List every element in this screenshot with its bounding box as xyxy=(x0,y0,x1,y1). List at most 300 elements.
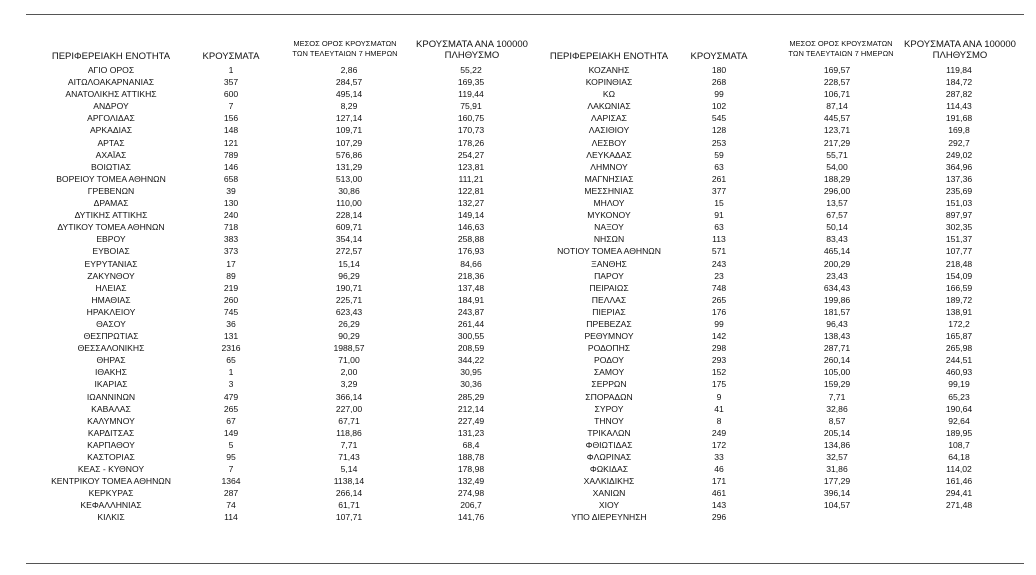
region-cell: ΚΑΛΥΜΝΟΥ xyxy=(87,415,135,426)
avg-cell: 177,29 xyxy=(823,476,851,487)
table-row xyxy=(0,366,1036,378)
cases-cell: 1 xyxy=(228,65,234,75)
per100k-cell: 151,37 xyxy=(945,234,973,245)
avg-cell: 54,00 xyxy=(826,161,848,172)
per100k-cell: 178,26 xyxy=(457,137,485,148)
table-row xyxy=(0,463,1036,475)
cases-cell: 718 xyxy=(223,222,239,233)
cases-cell: 156 xyxy=(223,113,239,124)
table-row xyxy=(0,330,1036,342)
cases-cell: 265 xyxy=(223,403,239,414)
table-row xyxy=(0,499,1036,511)
table-row xyxy=(0,221,1036,233)
region-cell: ΣΠΟΡΑΔΩΝ xyxy=(585,391,633,402)
per100k-cell: 218,36 xyxy=(457,270,485,281)
cases-cell: 17 xyxy=(226,258,236,269)
cases-cell: 373 xyxy=(223,246,239,257)
region-cell: ΥΠΟ ΔΙΕΡΕΥΝΗΣΗ xyxy=(571,512,647,523)
per100k-cell: 460,93 xyxy=(945,367,973,378)
avg-cell: 83,43 xyxy=(826,234,848,245)
region-cell: ΑΝΔΡΟΥ xyxy=(93,101,129,112)
cases-cell: 745 xyxy=(223,306,239,317)
table-row xyxy=(0,270,1036,282)
per100k-cell: 119,84 xyxy=(946,65,972,75)
region-cell: ΓΡΕΒΕΝΩΝ xyxy=(87,185,135,196)
table-row xyxy=(0,306,1036,318)
avg-cell: 576,86 xyxy=(335,149,363,160)
header-region-right: ΠΕΡΙΦΕΡΕΙΑΚΗ ΕΝΟΤΗΤΑ xyxy=(549,51,669,62)
per100k-cell: 161,46 xyxy=(945,476,973,487)
region-cell: ΣΑΜΟΥ xyxy=(593,367,625,378)
region-cell: ΚΕΦΑΛΛΗΝΙΑΣ xyxy=(80,500,142,511)
per100k-cell: 123,81 xyxy=(457,161,485,172)
right-table xyxy=(0,64,1036,524)
region-cell: ΚΟΖΑΝΗΣ xyxy=(588,65,630,75)
per100k-cell: 68,4 xyxy=(462,439,480,450)
region-cell: ΚΙΛΚΙΣ xyxy=(97,512,125,523)
cases-cell: 74 xyxy=(226,500,236,511)
region-cell: ΝΗΣΩΝ xyxy=(593,234,625,245)
cases-cell: 128 xyxy=(711,125,727,136)
table-row xyxy=(0,282,1036,294)
region-cell: ΡΟΔΟΠΗΣ xyxy=(587,343,631,354)
per100k-cell: 172,2 xyxy=(948,318,970,329)
region-cell: ΘΑΣΟΥ xyxy=(96,318,126,329)
cases-cell: 261 xyxy=(711,173,727,184)
per100k-cell: 271,48 xyxy=(945,500,973,511)
cases-cell: 91 xyxy=(714,210,724,221)
table-row xyxy=(0,137,1036,149)
per100k-cell: 30,36 xyxy=(460,379,482,390)
region-cell: ΜΗΛΟΥ xyxy=(593,198,625,209)
avg-cell: 465,14 xyxy=(823,246,851,257)
avg-cell: 296,00 xyxy=(823,185,851,196)
region-cell: ΝΑΞΟΥ xyxy=(594,222,624,233)
region-cell: ΑΝΑΤΟΛΙΚΗΣ ΑΤΤΙΚΗΣ xyxy=(65,89,157,100)
region-cell: ΔΡΑΜΑΣ xyxy=(93,198,129,209)
per100k-cell: 122,81 xyxy=(457,185,485,196)
region-cell: ΑΙΤΩΛΟΑΚΑΡΝΑΝΙΑΣ xyxy=(67,77,155,88)
cases-cell: 36 xyxy=(226,318,236,329)
header-cases-right: ΚΡΟΥΣΜΑΤΑ xyxy=(690,51,748,62)
per100k-cell: 165,87 xyxy=(945,331,973,342)
avg-cell: 284,57 xyxy=(335,77,363,88)
avg-cell: 225,71 xyxy=(335,294,363,305)
region-cell: ΚΑΡΔΙΤΣΑΣ xyxy=(87,427,135,438)
avg-cell: 190,71 xyxy=(335,282,363,293)
region-cell: ΦΩΚΙΔΑΣ xyxy=(589,464,629,475)
region-cell: ΛΑΚΩΝΙΑΣ xyxy=(587,101,631,112)
per100k-cell: 65,23 xyxy=(948,391,970,402)
header-avg-right xyxy=(774,39,908,59)
per100k-cell: 189,72 xyxy=(945,294,973,305)
avg-cell: 623,43 xyxy=(335,306,363,317)
per100k-cell: 300,55 xyxy=(457,331,485,342)
per100k-cell: 114,02 xyxy=(946,464,972,475)
avg-cell: 134,86 xyxy=(823,439,851,450)
bottom-rule xyxy=(26,563,1024,564)
cases-cell: 180 xyxy=(711,65,727,75)
cases-cell: 377 xyxy=(711,185,727,196)
avg-cell: 609,71 xyxy=(335,222,363,233)
per100k-cell: 169,8 xyxy=(948,125,970,136)
per100k-cell: 227,49 xyxy=(457,415,485,426)
per100k-cell: 146,63 xyxy=(457,222,485,233)
table-row xyxy=(0,487,1036,499)
avg-cell: 287,71 xyxy=(823,343,851,354)
header-per100k-right xyxy=(896,39,1024,61)
region-cell: ΒΟΡΕΙΟΥ ΤΟΜΕΑ ΑΘΗΝΩΝ xyxy=(56,173,166,184)
region-cell: ΘΗΡΑΣ xyxy=(96,355,126,366)
cases-cell: 99 xyxy=(714,89,724,100)
header-avg-line1: ΜΕΣΟΣ ΟΡΟΣ ΚΡΟΥΣΜΑΤΩΝ xyxy=(293,39,397,48)
avg-cell: 109,71 xyxy=(335,125,363,136)
region-cell: ΠΕΛΛΑΣ xyxy=(591,294,627,305)
region-cell: ΙΩΑΝΝΙΝΩΝ xyxy=(86,391,136,402)
per100k-cell: 137,36 xyxy=(945,173,973,184)
per100k-cell: 188,78 xyxy=(457,452,485,462)
table-row xyxy=(0,149,1036,161)
header-avg-line1: ΜΕΣΟΣ ΟΡΟΣ ΚΡΟΥΣΜΑΤΩΝ xyxy=(789,39,893,48)
cases-cell: 461 xyxy=(711,488,727,499)
cases-cell: 243 xyxy=(711,258,727,269)
cases-cell: 357 xyxy=(223,77,239,88)
cases-cell: 298 xyxy=(711,343,727,354)
region-cell: ΑΓΙΟ ΟΡΟΣ xyxy=(87,65,135,75)
region-cell: ΛΕΣΒΟΥ xyxy=(591,137,627,148)
per100k-cell: 364,96 xyxy=(945,161,973,172)
avg-cell: 1988,57 xyxy=(333,343,365,354)
table-row xyxy=(0,233,1036,245)
avg-cell: 110,00 xyxy=(336,198,362,209)
cases-cell: 102 xyxy=(711,101,727,112)
per100k-cell: 108,7 xyxy=(948,439,970,450)
per100k-cell: 184,91 xyxy=(457,294,485,305)
avg-cell: 2,00 xyxy=(340,367,358,378)
cases-cell: 219 xyxy=(223,282,239,293)
region-cell: ΦΛΩΡΙΝΑΣ xyxy=(586,452,632,462)
per100k-cell: 138,91 xyxy=(945,306,973,317)
table-row xyxy=(0,64,1036,76)
cases-cell: 7 xyxy=(228,101,234,112)
region-cell: ΤΗΝΟΥ xyxy=(594,415,624,426)
region-cell: ΠΙΕΡΙΑΣ xyxy=(592,306,626,317)
avg-cell: 23,43 xyxy=(826,270,848,281)
cases-cell: 65 xyxy=(226,355,236,366)
region-cell: ΠΡΕΒΕΖΑΣ xyxy=(586,318,632,329)
table-row xyxy=(0,124,1036,136)
per100k-cell: 176,93 xyxy=(457,246,485,257)
region-cell: ΧΙΟΥ xyxy=(598,500,620,511)
cases-cell: 296 xyxy=(711,512,727,523)
header-per100k-line1: ΚΡΟΥΣΜΑΤΑ ΑΝΑ 100000 xyxy=(904,39,1016,50)
per100k-cell: 55,22 xyxy=(460,65,482,75)
region-cell: ΚΑΣΤΟΡΙΑΣ xyxy=(87,452,135,462)
region-cell: ΑΡΚΑΔΙΑΣ xyxy=(89,125,133,136)
per100k-cell: 149,14 xyxy=(457,210,485,221)
avg-cell: 200,29 xyxy=(823,258,851,269)
region-cell: ΗΛΕΙΑΣ xyxy=(95,282,127,293)
per100k-cell: 265,98 xyxy=(945,343,973,354)
per100k-cell: 132,49 xyxy=(457,476,485,487)
cases-cell: 5 xyxy=(228,439,234,450)
table-row xyxy=(0,88,1036,100)
avg-cell: 228,57 xyxy=(823,77,851,88)
table-row xyxy=(0,173,1036,185)
cases-cell: 171 xyxy=(711,476,727,487)
cases-cell: 253 xyxy=(711,137,727,148)
header-per100k-line2: ΠΛΗΘΥΣΜΟ xyxy=(444,50,500,61)
per100k-cell: 160,75 xyxy=(457,113,485,124)
avg-cell: 67,71 xyxy=(338,415,360,426)
region-cell: ΕΥΒΟΙΑΣ xyxy=(92,246,130,257)
header-per100k-line1: ΚΡΟΥΣΜΑΤΑ ΑΝΑ 100000 xyxy=(416,39,528,50)
region-cell: ΘΕΣΣΑΛΟΝΙΚΗΣ xyxy=(77,343,145,354)
avg-cell: 495,14 xyxy=(335,89,363,100)
avg-cell: 513,00 xyxy=(335,173,363,184)
avg-cell: 205,14 xyxy=(823,427,851,438)
cases-cell: 142 xyxy=(711,331,727,342)
cases-cell: 287 xyxy=(223,488,239,499)
cases-cell: 240 xyxy=(223,210,239,221)
cases-cell: 63 xyxy=(714,222,724,233)
per100k-cell: 170,73 xyxy=(457,125,485,136)
cases-cell: 89 xyxy=(226,270,236,281)
avg-cell: 8,29 xyxy=(340,101,358,112)
avg-cell: 96,43 xyxy=(826,318,848,329)
table-row xyxy=(0,112,1036,124)
region-cell: ΔΥΤΙΚΗΣ ΑΤΤΙΚΗΣ xyxy=(74,210,148,221)
region-cell: ΑΧΑΪΑΣ xyxy=(95,149,127,160)
header-avg-line2: ΤΩΝ ΤΕΛΕΥΤΑΙΩΝ 7 ΗΜΕΡΩΝ xyxy=(788,49,894,58)
cases-cell: 131 xyxy=(223,331,239,342)
region-cell: ΠΑΡΟΥ xyxy=(594,270,624,281)
cases-cell: 1 xyxy=(228,367,234,378)
avg-cell: 7,71 xyxy=(340,439,358,450)
avg-cell: 105,00 xyxy=(823,367,851,378)
avg-cell: 118,86 xyxy=(336,427,362,438)
avg-cell: 181,57 xyxy=(823,306,851,317)
table-row xyxy=(0,451,1036,463)
avg-cell: 354,14 xyxy=(335,234,363,245)
table-row xyxy=(0,258,1036,270)
per100k-cell: 169,35 xyxy=(457,77,485,88)
per100k-cell: 114,43 xyxy=(946,101,972,112)
header-avg-line2: ΤΩΝ ΤΕΛΕΥΤΑΙΩΝ 7 ΗΜΕΡΩΝ xyxy=(292,49,398,58)
region-cell: ΚΕΑΣ - ΚΥΘΝΟΥ xyxy=(77,464,145,475)
cases-cell: 113 xyxy=(712,234,726,245)
cases-cell: 41 xyxy=(714,403,724,414)
avg-cell: 5,14 xyxy=(340,464,358,475)
per100k-cell: 166,59 xyxy=(945,282,973,293)
cases-cell: 175 xyxy=(711,379,727,390)
cases-cell: 99 xyxy=(714,318,724,329)
region-cell: ΧΑΝΙΩΝ xyxy=(592,488,626,499)
table-row xyxy=(0,354,1036,366)
avg-cell: 366,14 xyxy=(335,391,363,402)
cases-cell: 748 xyxy=(711,282,727,293)
avg-cell: 634,43 xyxy=(823,282,851,293)
region-cell: ΣΕΡΡΩΝ xyxy=(591,379,627,390)
cases-cell: 95 xyxy=(226,452,236,462)
per100k-cell: 132,27 xyxy=(457,198,485,209)
avg-cell: 1138,14 xyxy=(333,476,365,487)
avg-cell: 107,29 xyxy=(335,137,363,148)
region-cell: ΚΩ xyxy=(602,89,616,100)
cases-cell: 658 xyxy=(223,173,239,184)
per100k-cell: 30,95 xyxy=(460,367,482,378)
avg-cell: 169,57 xyxy=(823,65,851,75)
avg-cell: 159,29 xyxy=(823,379,851,390)
region-cell: ΑΡΤΑΣ xyxy=(97,137,125,148)
header-region-left: ΠΕΡΙΦΕΡΕΙΑΚΗ ΕΝΟΤΗΤΑ xyxy=(51,51,171,62)
avg-cell: 26,29 xyxy=(338,318,360,329)
per100k-cell: 92,64 xyxy=(948,415,970,426)
region-cell: ΕΒΡΟΥ xyxy=(96,234,126,245)
avg-cell: 199,86 xyxy=(823,294,851,305)
table-row xyxy=(0,209,1036,221)
avg-cell: 228,14 xyxy=(335,210,363,221)
per100k-cell: 235,69 xyxy=(945,185,973,196)
header-avg-left xyxy=(278,39,412,59)
avg-cell: 71,43 xyxy=(338,452,360,462)
avg-cell: 15,14 xyxy=(338,258,360,269)
avg-cell: 104,57 xyxy=(823,500,851,511)
avg-cell: 13,57 xyxy=(826,198,848,209)
region-cell: ΠΕΙΡΑΙΩΣ xyxy=(589,282,629,293)
region-cell: ΚΑΡΠΑΘΟΥ xyxy=(87,439,135,450)
region-cell: ΒΟΙΩΤΙΑΣ xyxy=(91,161,131,172)
per100k-cell: 897,97 xyxy=(945,210,973,221)
avg-cell: 131,29 xyxy=(335,161,363,172)
avg-cell: 90,29 xyxy=(338,331,360,342)
cases-cell: 571 xyxy=(711,246,727,257)
cases-cell: 3 xyxy=(228,379,234,390)
avg-cell: 272,57 xyxy=(335,246,363,257)
region-cell: ΦΘΙΩΤΙΔΑΣ xyxy=(585,439,633,450)
per100k-cell: 137,48 xyxy=(457,282,485,293)
avg-cell: 396,14 xyxy=(823,488,851,499)
avg-cell: 227,00 xyxy=(335,403,363,414)
per100k-cell: 218,48 xyxy=(945,258,973,269)
region-cell: ΡΟΔΟΥ xyxy=(594,355,624,366)
table-row xyxy=(0,391,1036,403)
region-cell: ΜΑΓΝΗΣΙΑΣ xyxy=(584,173,634,184)
region-cell: ΛΑΡΙΣΑΣ xyxy=(591,113,627,124)
avg-cell: 2,86 xyxy=(340,65,358,75)
cases-cell: 121 xyxy=(223,137,239,148)
per100k-cell: 292,7 xyxy=(948,137,970,148)
region-cell: ΣΥΡΟΥ xyxy=(594,403,624,414)
region-cell: ΝΟΤΙΟΥ ΤΟΜΕΑ ΑΘΗΝΩΝ xyxy=(557,246,661,257)
per100k-cell: 99,19 xyxy=(948,379,970,390)
cases-cell: 249 xyxy=(711,427,727,438)
region-cell: ΞΑΝΘΗΣ xyxy=(591,258,627,269)
table-row xyxy=(0,415,1036,427)
cases-cell: 114 xyxy=(224,512,238,523)
per100k-cell: 64,18 xyxy=(948,452,970,462)
cases-cell: 479 xyxy=(223,391,239,402)
per100k-cell: 111,21 xyxy=(458,173,484,184)
per100k-cell: 190,64 xyxy=(945,403,973,414)
table-row xyxy=(0,197,1036,209)
region-cell: ΗΡΑΚΛΕΙΟΥ xyxy=(86,306,136,317)
avg-cell: 127,14 xyxy=(335,113,363,124)
header-per100k-left xyxy=(408,39,536,61)
region-cell: ΛΑΣΙΘΙΟΥ xyxy=(588,125,630,136)
table-row xyxy=(0,161,1036,173)
region-cell: ΚΕΝΤΡΙΚΟΥ ΤΟΜΕΑ ΑΘΗΝΩΝ xyxy=(51,476,171,487)
per100k-cell: 206,7 xyxy=(460,500,482,511)
per100k-cell: 258,88 xyxy=(457,234,485,245)
avg-cell: 30,86 xyxy=(338,185,360,196)
per100k-cell: 119,44 xyxy=(458,89,484,100)
header-per100k-line2: ΠΛΗΘΥΣΜΟ xyxy=(932,50,988,61)
region-cell: ΧΑΛΚΙΔΙΚΗΣ xyxy=(583,476,635,487)
avg-cell: 32,86 xyxy=(826,403,848,414)
per100k-cell: 178,98 xyxy=(457,464,485,475)
avg-cell: 71,00 xyxy=(338,355,360,366)
per100k-cell: 285,29 xyxy=(457,391,485,402)
per100k-cell: 131,23 xyxy=(457,427,485,438)
cases-cell: 545 xyxy=(711,113,727,124)
table-row xyxy=(0,439,1036,451)
avg-cell: 138,43 xyxy=(823,331,851,342)
avg-cell: 96,29 xyxy=(338,270,360,281)
per100k-cell: 274,98 xyxy=(457,488,485,499)
region-cell: ΛΗΜΝΟΥ xyxy=(590,161,628,172)
avg-cell: 107,71 xyxy=(335,512,363,523)
cases-cell: 260 xyxy=(223,294,239,305)
per100k-cell: 261,44 xyxy=(457,318,485,329)
avg-cell: 188,29 xyxy=(823,173,851,184)
avg-cell: 266,14 xyxy=(335,488,363,499)
region-cell: ΛΕΥΚΑΔΑΣ xyxy=(586,149,632,160)
per100k-cell: 84,66 xyxy=(460,258,482,269)
avg-cell: 32,57 xyxy=(826,452,848,462)
per100k-cell: 254,27 xyxy=(457,149,485,160)
avg-cell: 260,14 xyxy=(823,355,851,366)
cases-cell: 15 xyxy=(714,198,724,209)
region-cell: ΙΘΑΚΗΣ xyxy=(95,367,127,378)
region-cell: ΗΜΑΘΙΑΣ xyxy=(91,294,131,305)
cases-cell: 148 xyxy=(223,125,239,136)
per100k-cell: 151,03 xyxy=(945,198,973,209)
avg-cell: 87,14 xyxy=(826,101,848,112)
table-row xyxy=(0,511,1036,523)
table-row xyxy=(0,342,1036,354)
cases-cell: 1364 xyxy=(221,476,241,487)
avg-cell: 7,71 xyxy=(828,391,846,402)
table-row xyxy=(0,76,1036,88)
region-cell: ΜΕΣΣΗΝΙΑΣ xyxy=(584,185,634,196)
per100k-cell: 344,22 xyxy=(457,355,485,366)
region-cell: ΚΕΡΚΥΡΑΣ xyxy=(88,488,134,499)
avg-cell: 55,71 xyxy=(826,149,848,160)
avg-cell: 67,57 xyxy=(826,210,848,221)
cases-cell: 67 xyxy=(226,415,236,426)
region-cell: ΔΥΤΙΚΟΥ ΤΟΜΕΑ ΑΘΗΝΩΝ xyxy=(57,222,165,233)
per100k-cell: 294,41 xyxy=(945,488,973,499)
table-row xyxy=(0,475,1036,487)
per100k-cell: 212,14 xyxy=(457,403,485,414)
cases-cell: 268 xyxy=(711,77,727,88)
cases-cell: 143 xyxy=(711,500,727,511)
cases-cell: 33 xyxy=(714,452,724,462)
per100k-cell: 107,77 xyxy=(945,246,973,257)
avg-cell: 123,71 xyxy=(823,125,851,136)
region-cell: ΙΚΑΡΙΑΣ xyxy=(94,379,128,390)
